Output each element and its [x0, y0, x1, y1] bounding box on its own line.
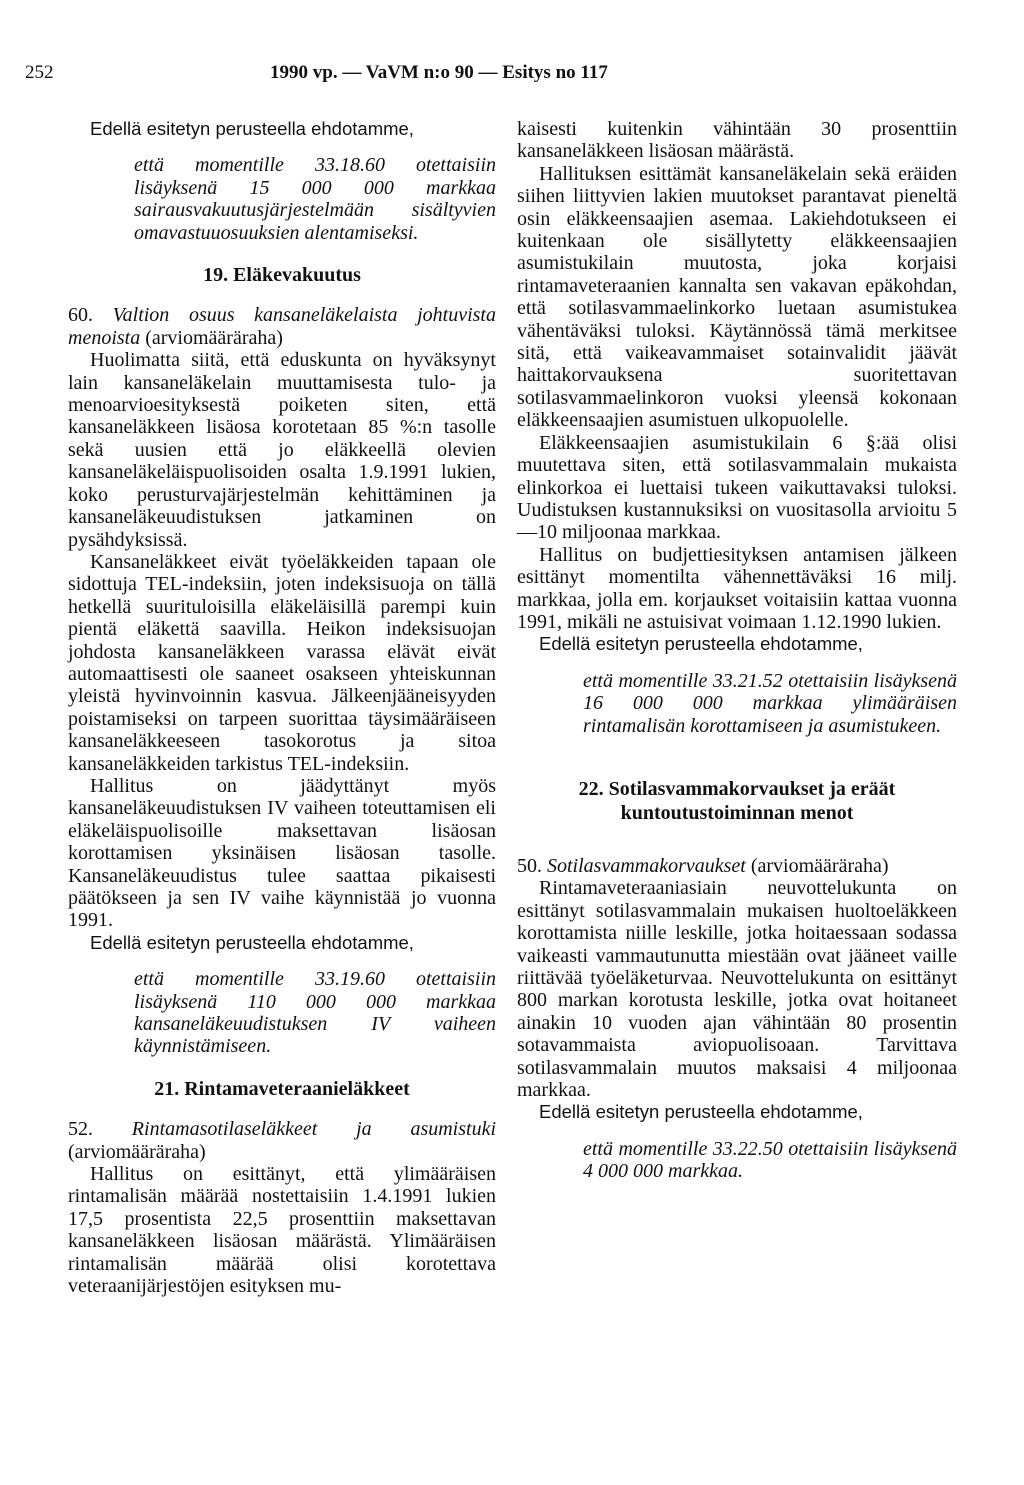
section-heading-21: 21. Rintamaveteraanieläkkeet	[154, 1077, 410, 1100]
proposal-text: että momentille 33.22.50 otettaisiin lisäyksenä 4 000 000 markkaa.	[583, 1137, 957, 1183]
item-type: (arviomääräraha)	[145, 326, 283, 349]
paragraph: Huolimatta siitä, että eduskunta on hyväksynyt lain kansaneläkelain muuttamisesta tulo- ja menoarvioesityksestä poiketen siten, että kansaneläkkeen lisäosa korotetaan 85 %:n tasolle sekä uusien että jo eläkkeellä olevien kansaneläkeläispuolisoiden osalta 1.9.1991 lukien, koko perusturvajärjestelmän kehittäminen ja kansaneläkeuudistuksen jatkaminen on pysähdyksissä.	[68, 349, 496, 551]
left-column	[68, 118, 496, 1298]
right-column	[517, 118, 957, 1183]
heading-line: 22. Sotilasvammakorvaukset ja eräät	[578, 777, 896, 800]
proposal-text: että momentille 33.19.60 otettaisiin lisäyksenä 110 000 000 markkaa kansaneläkeuudistuksen IV vaiheen käynnistämiseen.	[134, 968, 496, 1058]
proposal-intro: Edellä esitetyn perusteella ehdotamme,	[539, 1101, 863, 1123]
item-type: (arviomääräraha)	[68, 1140, 206, 1163]
paragraph: Hallitus on jäädyttänyt myös kansaneläkeuudistuksen IV vaiheen toteuttamisen eli eläkeläispuolisoille maksettavan lisäosan korottamisen yksinäisen lisäosan tasolle. Kansaneläkeuudistus tulee saattaa pikaisesti päätökseen ja sen IV vaihe käynnistää jo vuonna 1991.	[68, 774, 496, 932]
heading-line: kuntoutustoiminnan menot	[620, 801, 854, 824]
item-50-heading	[517, 855, 957, 877]
section-heading-22	[517, 777, 957, 825]
proposal-text: että momentille 33.21.52 otettaisiin lisäyksenä 16 000 000 markkaa ylimääräisen rintamalisän korottamiseen ja asumistukeen.	[583, 669, 957, 737]
paragraph: Hallituksen esittämät kansaneläkelain sekä eräiden siihen liittyvien lakien muutokset parantavat pieneltä osin eläkkeensaajien asemaa. Lakiehdotukseen ei kuitenkaan ole sisällytetty eläkkeensaajien asumistukilain muutosta, joka korjaisi rintamaveteraanien kannalta sen vakavan epäkohdan, että sotilasvammaelinkorko luetaan asumistukea vähentäväksi tuloksi. Käytännössä tämä merkitsee sitä, että vaikeavammaiset sotainvalidit jäävät haittakorvauksena suoritettavan sotilasvammaelinkoron vuoksi yleensä kokonaan eläkkeensaajien asumistuen ulkopuolelle.	[517, 162, 957, 432]
paragraph: Eläkkeensaajien asumistukilain 6 §:ää olisi muutettava siten, että sotilasvammalain mukaista elinkorkoa ei luettaisi tukeen vaikuttavaksi tuloksi. Uudistuksen kustannuksiksi on vuositasolla arvioitu 5—10 miljoonaa markkaa.	[517, 431, 957, 544]
item-title: Rintamasotilaseläkkeet ja asumistuki	[131, 1118, 497, 1141]
item-type: (arviomääräraha)	[750, 854, 889, 877]
item-number: 50.	[517, 854, 542, 877]
item-number: 52.	[68, 1118, 93, 1141]
item-number: 60.	[68, 304, 93, 327]
item-title: Sotilasvammakorvaukset	[547, 854, 746, 877]
section-heading-19: 19. Eläkevakuutus	[203, 264, 361, 287]
proposal-text: että momentille 33.18.60 otettaisiin lisäyksenä 15 000 000 markkaa sairausvakuutusjärjestelmään sisältyvien omavastuuosuuksien alentamiseksi.	[134, 154, 496, 244]
proposal-intro: Edellä esitetyn perusteella ehdotamme,	[90, 118, 414, 139]
item-title: Valtion osuus kansaneläkelaista johtuvista menoista	[68, 304, 496, 349]
page-number: 252	[25, 62, 54, 83]
item-60-heading	[68, 304, 496, 349]
paragraph: kaisesti kuitenkin vähintään 30 prosenttiin kansaneläkkeen lisäosan määrästä.	[517, 118, 957, 163]
item-52-heading	[68, 1118, 496, 1163]
paragraph: Hallitus on budjettiesityksen antamisen jälkeen esittänyt momentilta vähennettäväksi 16 milj. markkaa, jolla em. korjaukset voitaisiin kattaa vuonna 1991, mikäli ne astuisivat voimaan 1.12.1990 lukien.	[517, 543, 957, 633]
paragraph: Rintamaveteraaniasiain neuvottelukunta on esittänyt sotilasvammalain mukaisen huoltoeläkkeen korottamista niille leskille, jotka hoitaessaan sodassa vaikeasti vammautunutta miestään ovat jääneet vaille riittävää työeläketurvaa. Neuvottelukunta on esittänyt 800 markan korotusta leskille, jotka ovat hoitaneet ainakin 10 vuoden ajan vähintään 80 prosentin sotavammaista aviopuolisoaan. Tarvittava sotilasvammalain muutos maksaisi 4 miljoonaa markkaa.	[517, 877, 957, 1102]
paragraph: Hallitus on esittänyt, että ylimääräisen rintamalisän määrää nostettaisiin 1.4.1991 lukien 17,5 prosentista 22,5 prosenttiin maksettavan kansaneläkkeen lisäosan määrästä. Ylimääräisen rintamalisän määrää olisi korotettava veteraanijärjestöjen esityksen mu-	[68, 1163, 496, 1298]
proposal-intro: Edellä esitetyn perusteella ehdotamme,	[90, 931, 414, 953]
running-header: 1990 vp. — VaVM n:o 90 — Esitys no 117	[270, 62, 608, 83]
paragraph: Kansaneläkkeet eivät työeläkkeiden tapaan ole sidottuja TEL-indeksiin, joten indeksisuoja on tällä hetkellä suurituloisilla eläkeläisillä parempi kuin pientä eläkettä saavilla. Heikon indeksisuojan johdosta kansaneläkkeen varassa elävät eivät automaattisesti ole saaneet osakseen yhteiskunnan yleistä hyvinvoinnin kasvua. Jälkeenjääneisyyden poistamiseksi on tarpeen suorittaa täysimääräiseen kansaneläkkeeseen tasokorotus ja sitoa kansaneläkkeiden tarkistus TEL-indeksiin.	[68, 550, 496, 775]
proposal-intro: Edellä esitetyn perusteella ehdotamme,	[539, 633, 863, 655]
